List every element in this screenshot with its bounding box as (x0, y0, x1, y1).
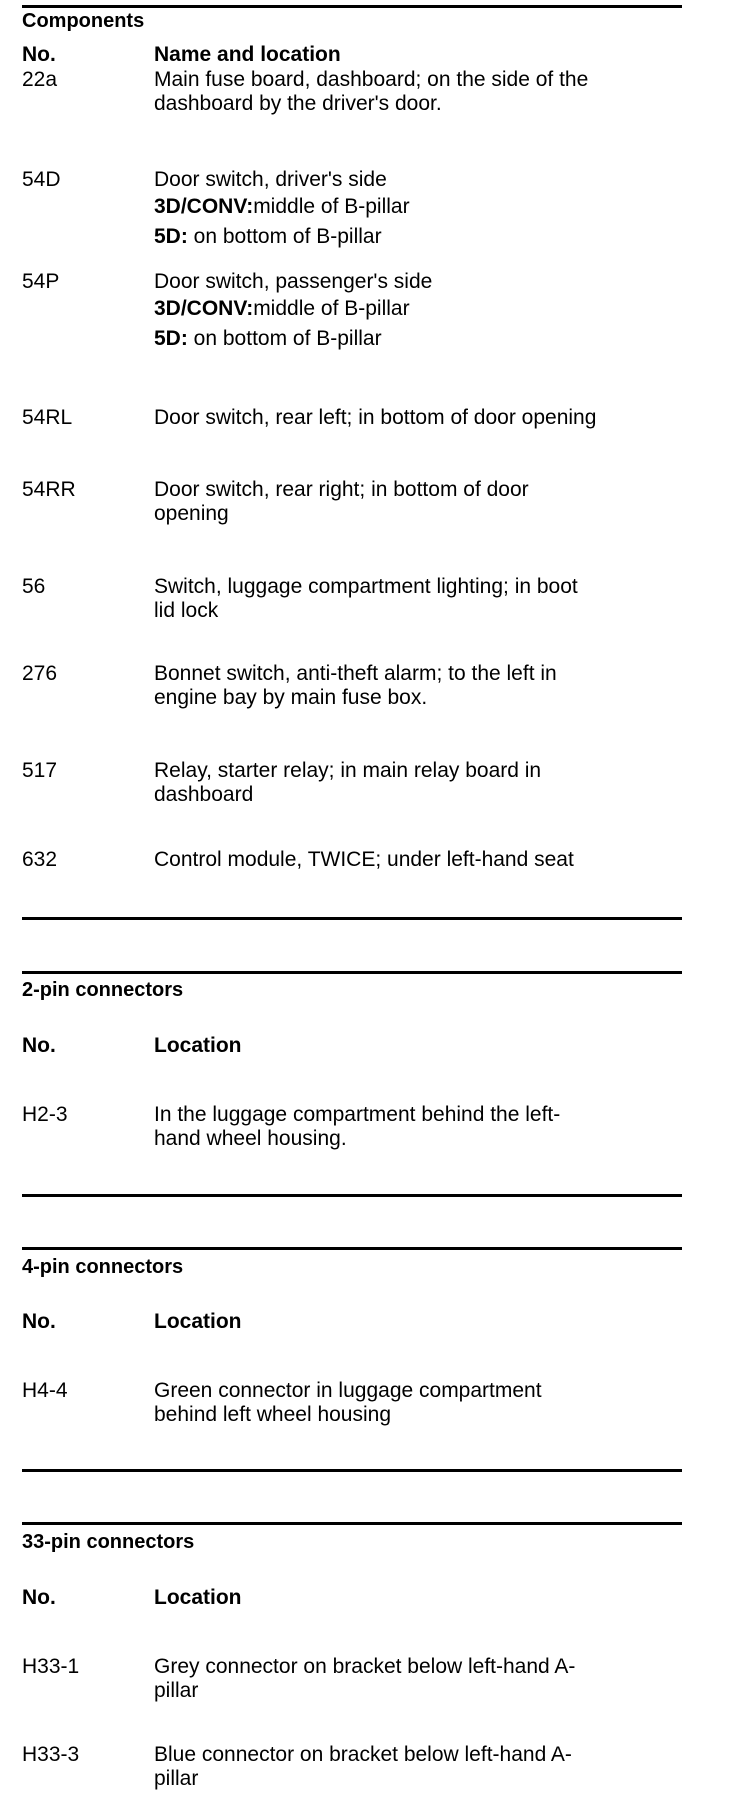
document-page (22, 0, 682, 1808)
col-location-header: Location (154, 1586, 242, 1609)
connector-number: H4-4 (22, 1379, 68, 1402)
desc-line: lid lock (154, 599, 219, 622)
connector-number: H33-1 (22, 1655, 80, 1678)
component-number: 54RR (22, 478, 76, 501)
connector-location (154, 1655, 682, 1703)
section-top-rule (22, 971, 682, 974)
desc-line: Bonnet switch, anti-theft alarm; to the left in (154, 662, 557, 685)
components-title: Components (22, 10, 145, 32)
component-description (154, 478, 682, 526)
variant-line (154, 324, 682, 354)
section-title-2pin: 2-pin connectors (22, 979, 184, 1001)
component-number: 517 (22, 759, 58, 782)
section-title-33pin: 33-pin connectors (22, 1531, 195, 1553)
section-end-rule (22, 1194, 682, 1197)
connector-number: H33-3 (22, 1743, 80, 1766)
variant-label: 3D/CONV: (154, 297, 254, 320)
desc-line: hand wheel housing. (154, 1127, 347, 1150)
desc-line: pillar (154, 1767, 199, 1790)
variant-text: on bottom of B-pillar (187, 327, 382, 350)
variant-label: 5D: (154, 327, 188, 350)
component-description (154, 68, 682, 116)
desc-line: Door switch, passenger's side (154, 270, 433, 293)
variant-label: 3D/CONV: (154, 195, 254, 218)
variant-text: middle of B-pillar (253, 195, 410, 218)
section-top-rule (22, 1247, 682, 1250)
desc-line: Relay, starter relay; in main relay board in (154, 759, 542, 782)
variant-text: middle of B-pillar (253, 297, 410, 320)
variant-line (154, 222, 682, 252)
component-number: 54P (22, 270, 60, 293)
desc-line: dashboard (154, 783, 254, 806)
col-no-header: No. (22, 1310, 56, 1333)
desc-line: opening (154, 502, 229, 525)
top-rule (22, 5, 682, 8)
variant-label: 5D: (154, 225, 188, 248)
component-number: 22a (22, 68, 58, 91)
connector-location (154, 1379, 682, 1427)
connector-number: H2-3 (22, 1103, 68, 1126)
component-number: 54D (22, 168, 61, 191)
section-end-rule (22, 1469, 682, 1472)
component-description (154, 270, 682, 354)
desc-line: behind left wheel housing (154, 1403, 392, 1426)
component-description (154, 848, 682, 872)
col-location-header: Location (154, 1310, 242, 1333)
connector-location (154, 1743, 682, 1791)
desc-line: Switch, luggage compartment lighting; in boot (154, 575, 578, 598)
component-description (154, 759, 682, 807)
component-number: 276 (22, 662, 58, 685)
desc-line: Blue connector on bracket below left-hand A- (154, 1743, 572, 1766)
connector-location (154, 1103, 682, 1151)
section-top-rule (22, 1522, 682, 1525)
col-no-header: No. (22, 43, 56, 66)
component-description (154, 575, 682, 623)
desc-line: In the luggage compartment behind the left- (154, 1103, 561, 1126)
component-description (154, 662, 682, 710)
component-number: 632 (22, 848, 58, 871)
desc-line: dashboard by the driver's door. (154, 92, 442, 115)
variant-text: on bottom of B-pillar (187, 225, 382, 248)
desc-line: Green connector in luggage compartment (154, 1379, 542, 1402)
col-no-header: No. (22, 1034, 56, 1057)
desc-line: Grey connector on bracket below left-hand A- (154, 1655, 576, 1678)
desc-line: Door switch, rear left; in bottom of door opening (154, 406, 597, 429)
component-number: 54RL (22, 406, 73, 429)
col-location-header: Location (154, 1034, 242, 1057)
variant-line (154, 192, 682, 222)
desc-line: Control module, TWICE; under left-hand seat (154, 848, 574, 871)
variant-line (154, 294, 682, 324)
col-name-header: Name and location (154, 43, 341, 66)
col-no-header: No. (22, 1586, 56, 1609)
section-title-4pin: 4-pin connectors (22, 1256, 184, 1278)
desc-line: pillar (154, 1679, 199, 1702)
desc-line: Main fuse board, dashboard; on the side of the (154, 68, 589, 91)
component-number: 56 (22, 575, 46, 598)
component-description (154, 406, 682, 430)
component-description (154, 168, 682, 252)
desc-line: Door switch, rear right; in bottom of door (154, 478, 529, 501)
desc-line: Door switch, driver's side (154, 168, 387, 191)
desc-line: engine bay by main fuse box. (154, 686, 428, 709)
section-end-rule (22, 917, 682, 920)
